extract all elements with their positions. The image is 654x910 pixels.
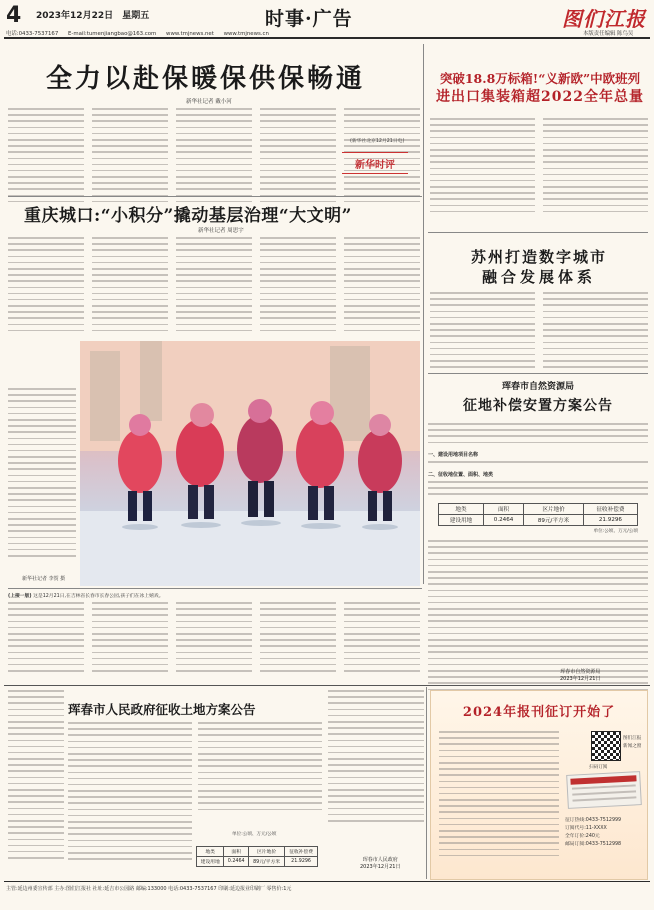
notice-right-body <box>428 540 648 690</box>
sz-article-body <box>430 292 648 370</box>
notice-right-title: 征地补偿安置方案公告 <box>463 398 613 414</box>
crj-headline-line1: 突破18.8万标箱!“义新欧”中欧班列 <box>439 71 641 86</box>
main-footer: (新华社北京12月21日电) <box>350 139 405 144</box>
newspaper-logo: 图们江报 <box>562 7 646 31</box>
table-header: 区片地价 <box>524 504 584 515</box>
sz-headline <box>430 247 648 287</box>
cq-article-body-right <box>428 237 648 247</box>
notice-right-units: 单位:公顷、万元/公顷 <box>593 529 638 534</box>
hotline-text: 电话:0433-7537167 <box>6 31 59 37</box>
continuation-lead <box>8 592 420 599</box>
date-text: 2023年12月22日 <box>36 11 114 21</box>
ad-contact-line: 邮局订阅:0433-7512998 <box>565 842 622 847</box>
notice-left-title: 珲春市人民政府征收土地方案公告 <box>68 702 256 717</box>
table-cell: 21.9296 <box>583 515 637 526</box>
notice-left-units: 单位:公顷、万元/公顷 <box>232 832 277 837</box>
table-row <box>197 857 318 867</box>
main-headline: 全力以赴保暖保供保畅通 <box>46 64 366 94</box>
notice-left-preamble <box>8 690 64 878</box>
continuation-body <box>8 602 420 680</box>
divider-h5 <box>4 685 650 686</box>
photo-side-text <box>8 388 76 578</box>
table-header-row <box>439 504 638 515</box>
footer-text: 主管:延边州委宣传部 主办:图们江报社 社址:延吉市公园路 邮编:133000 电话:0433-7537167 印刷:延边报业印刷厂 零售价:1元 <box>6 886 292 892</box>
ad-newspaper-image <box>566 771 642 809</box>
table-cell: 建设用地 <box>197 857 224 867</box>
page-number: 4 <box>6 3 22 28</box>
table-cell: 89元/平方米 <box>249 857 285 867</box>
notice-right-s1-body <box>428 461 648 471</box>
cq-article-body <box>8 237 420 337</box>
notice-left-body-a <box>68 722 192 878</box>
divider-h3 <box>428 373 648 374</box>
table-header: 征收补偿费 <box>583 504 637 515</box>
email-text: E-mail:tumenjiangbao@163.com <box>68 31 157 37</box>
divider-h1 <box>8 196 422 197</box>
divider-h4 <box>8 588 422 589</box>
photo-credit: 新华社记者 李贺 摄 <box>22 576 66 582</box>
ad-contact-line: 征订热线:0433-7512999 <box>565 818 622 823</box>
notice-right-org: 珲春市自然资源局 <box>501 382 574 392</box>
ad-title: 2024年报刊征订开始了 <box>462 705 616 720</box>
notice-right-signature <box>560 668 600 682</box>
continuation-caption: 这是12月21日,在吉林省长春市长春公园,孩子们在冰上嬉戏。 <box>33 594 164 599</box>
photo-illustration <box>80 341 420 586</box>
divider-h2 <box>428 232 648 233</box>
news-photo <box>80 341 420 586</box>
continuation-label: (上接一版) <box>8 594 32 599</box>
notice-right <box>428 377 648 683</box>
ad-body <box>439 731 559 871</box>
table-cell: 0.2464 <box>483 515 523 526</box>
notice-left-table <box>196 846 318 867</box>
notice-right-section1: 一、建设用地项目名称 <box>428 452 479 458</box>
table-header-row <box>197 847 318 857</box>
editor-line: 本版责任编辑 陈鸟吴 <box>583 31 634 37</box>
notice-left-signature <box>360 856 400 870</box>
ad-qr-code[interactable] <box>591 731 621 761</box>
crj-article-body <box>430 118 648 226</box>
notice-left-body-b <box>198 722 322 822</box>
sz-headline-line2: 融合发展体系 <box>481 268 596 286</box>
crj-headline-line2: 进出口集装箱超2022全年总量 <box>436 89 644 105</box>
weekday-text: 星期五 <box>122 11 150 21</box>
crj-headline <box>432 70 648 107</box>
ad-contact-line: 全年订价:240元 <box>565 834 600 839</box>
notice-right-section2: 二、征收地位置、面积、地类 <box>428 472 494 478</box>
website-link-2[interactable]: www.tmjnews.cn <box>223 31 269 37</box>
issue-date <box>36 8 149 21</box>
cq-headline: 重庆城口:“小积分”撬动基层治理“大文明” <box>24 206 352 226</box>
section-title: 时事·广告 <box>265 8 353 30</box>
signature-date: 2023年12月21日 <box>560 676 601 682</box>
ad-contacts <box>565 817 645 849</box>
table-cell: 89元/平方米 <box>524 515 584 526</box>
notice-left-body-c <box>328 690 424 840</box>
table-header: 面积 <box>483 504 523 515</box>
notice-right-intro <box>428 423 648 451</box>
footer-rule <box>4 881 650 882</box>
notice-right-s2-body <box>428 481 648 503</box>
table-cell: 0.2464 <box>224 857 249 867</box>
divider-v1 <box>423 44 424 584</box>
main-byline: 新华社记者 戴小河 <box>186 99 232 105</box>
table-header: 征收补偿费 <box>285 847 318 857</box>
divider-v2 <box>426 687 427 879</box>
table-row <box>439 515 638 526</box>
subscription-ad <box>430 690 648 880</box>
table-header: 面积 <box>224 847 249 857</box>
signature-org: 珲春市自然资源局 <box>560 669 601 675</box>
signature-date: 2023年12月21日 <box>360 864 401 870</box>
table-header: 地类 <box>439 504 484 515</box>
sz-headline-line1: 苏州打造数字城市 <box>470 248 607 266</box>
signature-org: 珲春市人民政府 <box>362 857 398 863</box>
table-header: 地类 <box>197 847 224 857</box>
cq-byline: 新华社记者 周思宇 <box>198 228 244 234</box>
notice-right-table <box>438 503 638 526</box>
ad-contact-line: 订阅代号:11-XXXX <box>565 826 607 831</box>
website-link[interactable]: www.tmjnews.net <box>166 31 214 37</box>
header-rule <box>4 37 650 39</box>
xinhua-comment-tag <box>342 152 408 174</box>
table-header: 区片地价 <box>249 847 285 857</box>
tag-text: 新华时评 <box>355 160 395 171</box>
ad-qr-label: 扫码订阅 <box>589 765 608 770</box>
table-cell: 建设用地 <box>439 515 484 526</box>
ad-dept-label-2: 新闻之窗 <box>623 744 642 749</box>
table-cell: 21.9296 <box>285 857 318 867</box>
contact-line <box>6 29 269 37</box>
ad-dept-label-1: 图们江报 <box>623 736 642 741</box>
